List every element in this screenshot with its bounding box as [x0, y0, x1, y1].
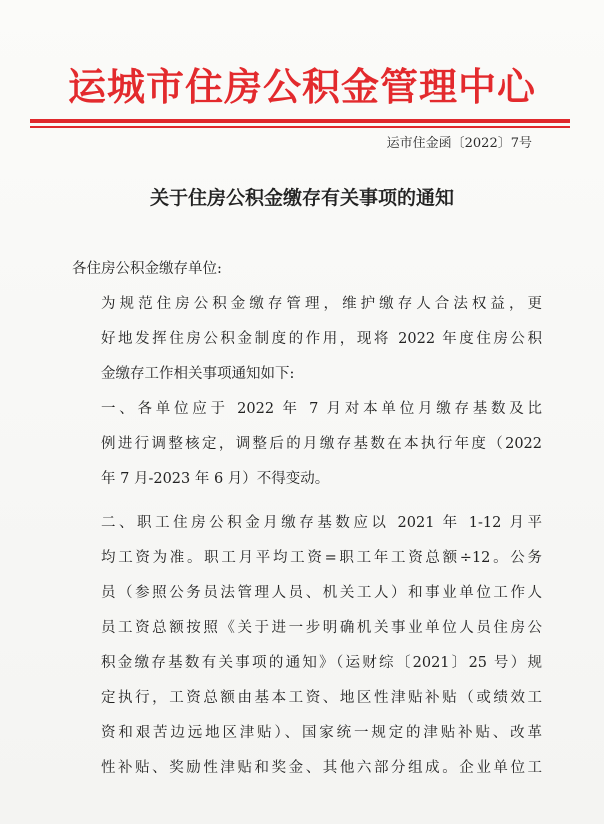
text-line: 资和艰苦边远地区津贴）、国家统一规定的津贴补贴、改革	[101, 725, 542, 741]
text-line: 定执行，工资总额由基本工资、地区性津贴补贴（或绩效工	[101, 690, 542, 706]
text-line: 年 7 月-2023 年 6 月）不得变动。	[101, 471, 330, 487]
paragraph-item-1-text	[72, 392, 542, 497]
salutation	[72, 252, 542, 287]
text-line: 员（参照公务员法管理人员、机关工人）和事业单位工作人	[101, 585, 542, 601]
text-line: 性补贴、奖励性津贴和奖金、其他六部分组成。企业单位工	[101, 760, 542, 776]
salutation-text: 各住房公积金缴存单位:	[72, 261, 222, 277]
paragraph-intro-text	[72, 287, 542, 392]
paragraph-item-1	[72, 392, 542, 497]
document-number: 运市住金函〔2022〕7号	[386, 136, 532, 151]
red-header-rule-thin	[30, 126, 570, 128]
text-line: 积金缴存基数有关事项的通知》（运财综〔2021〕25 号）规	[101, 655, 542, 671]
paragraph-item-2-text	[72, 506, 542, 786]
org-name-header: 运城市住房公积金管理中心	[67, 64, 536, 109]
text-line: 好地发挥住房公积金制度的作用，现将 2022 年度住房公积	[101, 331, 542, 347]
text-line: 均工资为准。职工月平均工资=职工年工资总额÷12。公务	[101, 550, 542, 566]
text-line: 员工资总额按照《关于进一步明确机关事业单位人员住房公	[101, 620, 542, 636]
text-line: 为规范住房公积金缴存管理，维护缴存人合法权益，更	[101, 296, 542, 312]
text-line: 二、职工住房公积金月缴存基数应以 2021 年 1-12 月平	[101, 515, 542, 531]
paragraph-intro	[72, 287, 542, 392]
text-line: 例进行调整核定，调整后的月缴存基数在本执行年度（2022	[101, 436, 542, 452]
red-header-rule-thick	[30, 119, 570, 123]
text-line: 一、各单位应于 2022 年 7 月对本单位月缴存基数及比	[101, 401, 542, 417]
paragraph-item-2	[72, 506, 542, 786]
text-line: 金缴存工作相关事项通知如下:	[101, 366, 295, 382]
document-title: 关于住房公积金缴存有关事项的通知	[149, 187, 454, 209]
